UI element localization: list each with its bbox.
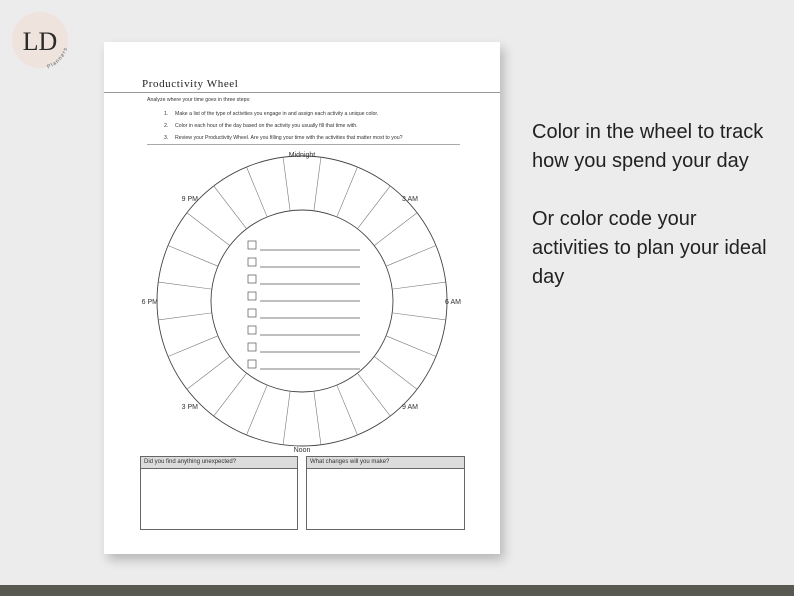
label-3am: 3 AM [402, 196, 418, 203]
wheel-segment-divider [357, 373, 390, 416]
tagline-line-2: Or color code your activities to plan your ideal day [532, 208, 767, 288]
brand-logo [8, 6, 72, 78]
question-box-changes[interactable] [306, 456, 465, 530]
productivity-wheel [104, 42, 500, 457]
checkbox[interactable] [248, 326, 256, 334]
checkbox[interactable] [248, 360, 256, 368]
step-item: 2. Color in each hour of the day based on the activity you usually fill that time with. [164, 123, 358, 129]
wheel-segment-divider [337, 167, 358, 217]
wheel-segment-divider [314, 391, 321, 445]
label-6am: 6 AM [445, 299, 461, 306]
wheel-segment-divider [314, 157, 321, 211]
checklist-item[interactable] [248, 326, 360, 335]
wheel-segment-divider [187, 213, 230, 246]
wheel-segment-divider [247, 167, 268, 217]
checkbox[interactable] [248, 275, 256, 283]
step-item: 1. Make a list of the type of activities you engage in and assign each activity a unique color. [164, 111, 379, 117]
label-midnight: Midnight [288, 152, 316, 159]
checklist-item[interactable] [248, 241, 360, 250]
footer-bar [0, 585, 794, 596]
checklist-item[interactable] [248, 360, 360, 369]
checklist-item[interactable] [248, 309, 360, 318]
checklist-item[interactable] [248, 343, 360, 352]
label-9am: 9 AM [402, 404, 418, 411]
wheel-segment-divider [187, 356, 230, 389]
wheel-segment-divider [247, 385, 268, 435]
checklist-item[interactable] [248, 258, 360, 267]
wheel-segment-divider [283, 391, 290, 445]
tagline [532, 118, 772, 321]
checkbox[interactable] [248, 343, 256, 351]
wheel-segment-divider [386, 336, 436, 357]
wheel-segment-divider [168, 336, 218, 357]
wheel-segment-divider [374, 213, 417, 246]
wheel-segment-divider [158, 282, 212, 289]
wheel-segment-divider [168, 246, 218, 267]
checkbox[interactable] [248, 292, 256, 300]
wheel-segment-divider [214, 373, 247, 416]
question-header: What changes will you make? [307, 457, 464, 469]
label-6pm: 6 PM [141, 299, 158, 306]
tagline-line-1: Color in the wheel to track how you spend your day [532, 121, 764, 172]
step-item: 3. Review your Productivity Wheel. Are you filling your time with the activities that matter most to you? [164, 135, 403, 141]
wheel-segment-divider [214, 186, 247, 229]
logo-monogram: LD [22, 27, 58, 56]
wheel-segment-divider [337, 385, 358, 435]
label-noon: Noon [293, 447, 311, 454]
activity-checklist [248, 241, 360, 369]
intro-text: Analyze where your time goes in three steps: [147, 97, 251, 103]
wheel-segment-divider [386, 246, 436, 267]
question-header: Did you find anything unexpected? [141, 457, 297, 469]
logo-ring-text: Planners [46, 46, 70, 71]
checkbox[interactable] [248, 241, 256, 249]
wheel-segment-divider [357, 186, 390, 229]
worksheet-title: Productivity Wheel [142, 78, 239, 90]
wheel-segment-divider [392, 313, 446, 320]
label-3pm: 3 PM [181, 404, 198, 411]
checkbox[interactable] [248, 258, 256, 266]
wheel-segment-divider [374, 356, 417, 389]
label-9pm: 9 PM [181, 196, 198, 203]
checklist-item[interactable] [248, 292, 360, 301]
checklist-item[interactable] [248, 275, 360, 284]
question-box-unexpected[interactable] [140, 456, 298, 530]
wheel-segment-divider [283, 157, 290, 211]
checkbox[interactable] [248, 309, 256, 317]
wheel-segment-divider [392, 282, 446, 289]
wheel-segment-divider [158, 313, 212, 320]
worksheet-page [104, 42, 500, 554]
